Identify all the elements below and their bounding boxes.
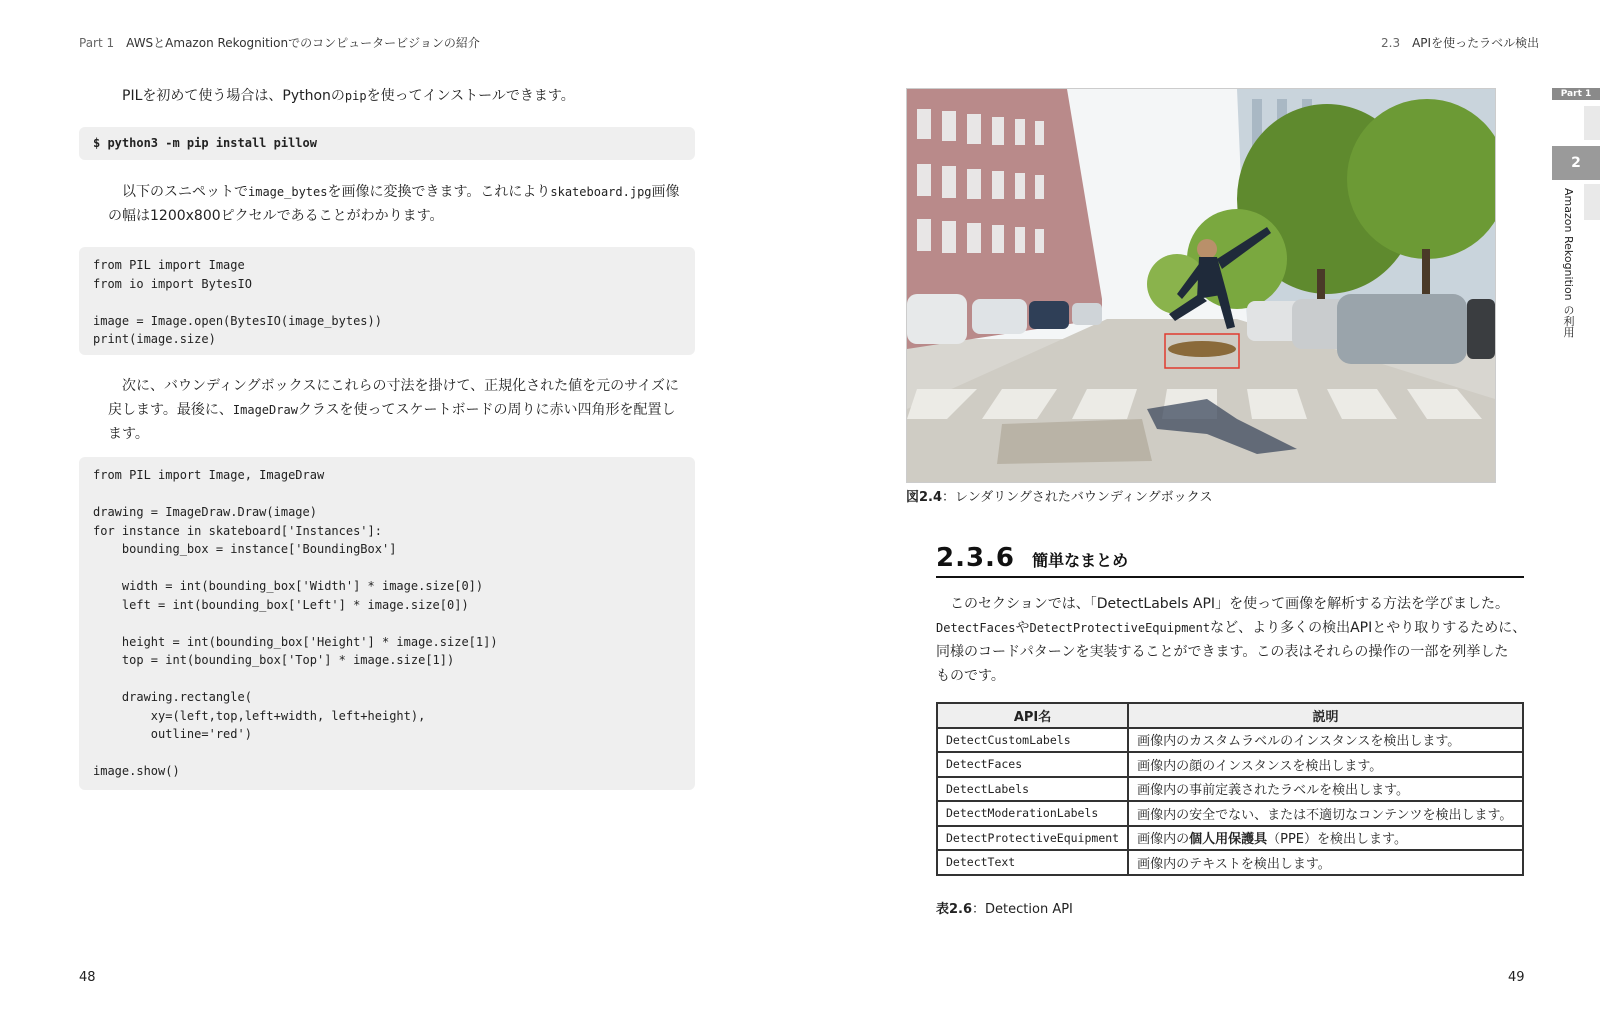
chapter-tab-title: Amazon Rekognition の利用 [1562, 188, 1575, 338]
inline-code: DetectProtectiveEquipment [1029, 621, 1211, 635]
table-row [937, 826, 1523, 851]
api-name-cell: DetectProtectiveEquipment [937, 826, 1128, 851]
description-cell: 画像内の安全でない、または不適切なコンテンツを検出します。 [1128, 801, 1523, 826]
text: 以下のスニペットで [122, 184, 248, 200]
code-block-draw-rectangle: from PIL import Image, ImageDraw drawing = ImageDraw.Draw(image) for instance in skateboard['Instances']: bounding_box = instance['BoundingBox'] width = int(bounding_box['Width'] * image.size[0]) left = int(bounding_box['Left'] * image.size[0]) height = int(bounding_box['Height'] * image.size[1]) top = int(bounding_box['Top'] * image.size[1]) drawing.rectangle( xy=(left,top,left+width, left+height), outline='red') image.show() [79, 457, 695, 790]
table-header-row [937, 703, 1523, 728]
paragraph-bounding-box [108, 374, 698, 446]
figure-caption [906, 486, 1213, 505]
api-name-cell: DetectFaces [937, 752, 1128, 777]
section-number: 2.3.6 [936, 543, 1016, 573]
column-header: 説明 [1128, 703, 1523, 728]
table-row [937, 752, 1523, 777]
section-label: 2.3 [1381, 36, 1401, 50]
part-label: Part 1 [79, 36, 115, 50]
section-heading [936, 543, 1524, 573]
text: このセクションでは、「DetectLabels API」を使って画像を解析する方法を学びました。 [950, 596, 1510, 612]
detection-api-table [936, 702, 1524, 876]
column-header: API名 [937, 703, 1128, 728]
text: 画像 [651, 184, 680, 200]
description-cell: 画像内の顔のインスタンスを検出します。 [1128, 752, 1523, 777]
text: 次に、バウンディングボックスにこれらの寸法を掛けて、正規化された値を元のサイズに [122, 378, 680, 394]
api-name-cell: DetectText [937, 850, 1128, 875]
tab-spacer [1584, 184, 1600, 220]
table-row [937, 777, 1523, 802]
code-block-open-image: from PIL import Image from io import BytesIO image = Image.open(BytesIO(image_bytes)) print(image.size) [79, 247, 695, 355]
text: 戻します。最後に、 [108, 402, 233, 418]
text: を画像に変換できます。これにより [327, 184, 551, 200]
part-tab: Part 1 [1552, 88, 1600, 100]
text: （PPE）を検出します。 [1267, 832, 1407, 848]
inline-code: pip [344, 89, 367, 103]
text: ます。 [108, 426, 149, 442]
text: ものです。 [936, 668, 1005, 684]
text: の幅は1200x800ピクセルであることがわかります。 [108, 208, 444, 224]
text: PILを初めて使う場合は、Pythonの [122, 88, 345, 104]
text: 同様のコードパターンを実装することができます。この表はそれらの操作の一部を列挙した [936, 644, 1509, 660]
inline-code: skateboard.jpg [550, 185, 652, 199]
api-name-cell: DetectCustomLabels [937, 728, 1128, 753]
table-caption [936, 898, 1073, 917]
table-label: 表2.6 [936, 902, 973, 917]
inline-code: ImageDraw [232, 403, 298, 417]
paragraph-summary [936, 592, 1536, 688]
figure-label: 図2.4 [906, 490, 943, 505]
paragraph-image-bytes [108, 180, 698, 228]
section-underline [936, 576, 1524, 578]
chapter-tab: 2 [1552, 146, 1600, 180]
section-running-title: APIを使ったラベル検出 [1412, 36, 1540, 50]
running-head-right [1381, 34, 1539, 51]
api-name-cell: DetectModerationLabels [937, 801, 1128, 826]
api-name-cell: DetectLabels [937, 777, 1128, 802]
description-cell: 画像内のテキストを検出します。 [1128, 850, 1523, 875]
description-cell: 画像内のカスタムラベルのインスタンスを検出します。 [1128, 728, 1523, 753]
table-row [937, 850, 1523, 875]
page-number-left: 48 [79, 970, 96, 985]
book-title: AWSとAmazon Rekognitionでのコンピュータービジョンの紹介 [126, 36, 480, 50]
text: を使ってインストールできます。 [366, 88, 575, 104]
description-cell [1128, 826, 1523, 851]
skateboard-photo [906, 88, 1496, 483]
tab-spacer [1584, 106, 1600, 140]
section-title: 簡単なまとめ [1032, 551, 1129, 570]
bold-text: 個人用保護具 [1189, 832, 1268, 848]
text: 画像内の [1137, 832, 1190, 848]
text: など、より多くの検出APIとやり取りするために、 [1210, 620, 1527, 636]
text: クラスを使ってスケートボードの周りに赤い四角形を配置し [297, 402, 676, 418]
figure-caption-text: ：レンダリングされたバウンディングボックス [942, 490, 1213, 505]
table-row [937, 801, 1523, 826]
running-head-left [79, 34, 480, 51]
inline-code: DetectFaces [936, 621, 1016, 635]
page-number-right: 49 [1508, 970, 1525, 985]
text: や [1015, 620, 1030, 636]
table-caption-text: ：Detection API [972, 902, 1073, 917]
inline-code: image_bytes [248, 185, 328, 199]
code-block-install: $ python3 -m pip install pillow [79, 127, 695, 160]
street-scene-illustration [907, 89, 1495, 482]
table-row [937, 728, 1523, 753]
description-cell: 画像内の事前定義されたラベルを検出します。 [1128, 777, 1523, 802]
paragraph-install-pil [122, 84, 575, 108]
